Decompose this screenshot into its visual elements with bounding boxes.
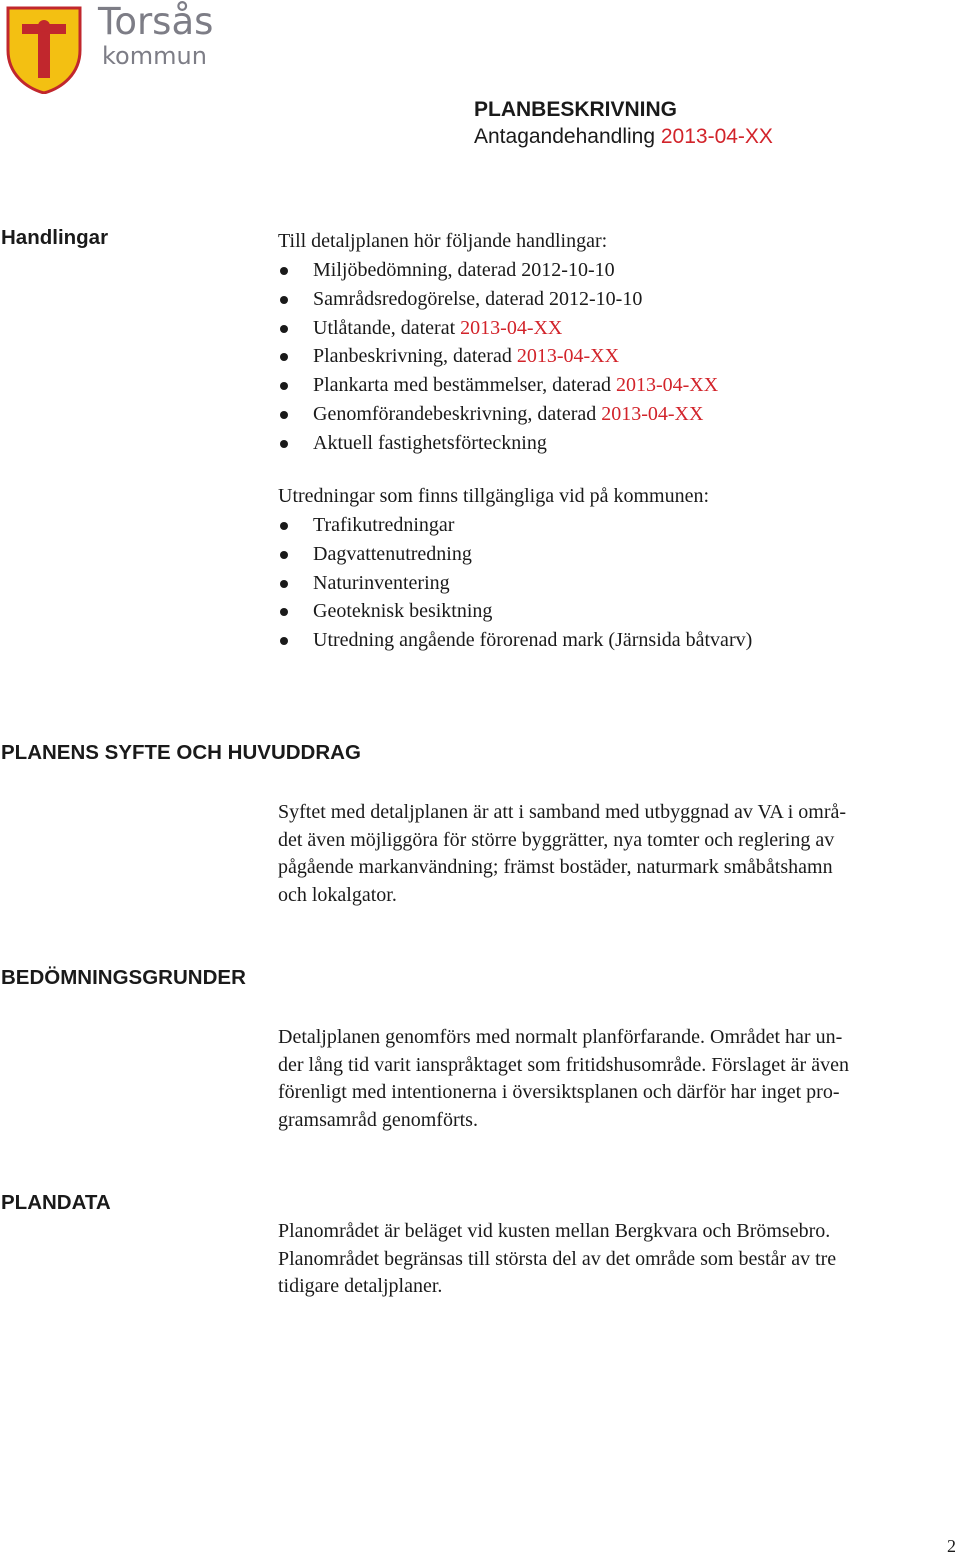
- subtitle-date: 2013-04-XX: [660, 125, 773, 148]
- handlingar-list: [278, 256, 718, 458]
- logo-subtitle: kommun: [102, 42, 207, 70]
- document-title: PLANBESKRIVNING: [474, 98, 678, 121]
- bedomning-paragraph: Detaljplanen genomförs med normalt planförfarande. Området har un- der lång tid varit ianspråktaget som fritidshusområde. Förslaget är även förenligt med intentionerna i översiktsplanen och därför har inget pro- gramsamråd genomförts.: [278, 1026, 849, 1131]
- list-item: Utredning angående förorenad mark (Järnsida båtvarv): [278, 626, 752, 655]
- coat-of-arms-icon: [6, 4, 82, 94]
- syfte-paragraph: Syftet med detaljplanen är att i samband med utbyggnad av VA i områ- det även möjliggöra för större byggrätter, nya tomter och reglering av pågående markanvändning; främst bostäder, naturmark småbåtshamn och lokalgator.: [278, 801, 847, 906]
- document-subtitle: [474, 125, 773, 149]
- list-item: Genomförandebeskrivning, daterad 2013-04-XX: [278, 400, 718, 429]
- list-item: Miljöbedömning, daterad 2012-10-10: [278, 256, 718, 285]
- utredningar-list: [278, 511, 752, 655]
- list-item: Dagvattenutredning: [278, 540, 752, 569]
- list-item: Utlåtande, daterat 2013-04-XX: [278, 314, 718, 343]
- list-item: Trafikutredningar: [278, 511, 752, 540]
- list-item: Planbeskrivning, daterad 2013-04-XX: [278, 342, 718, 371]
- page-number: 2: [947, 1536, 956, 1556]
- section-heading-plandata: PLANDATA: [1, 1191, 111, 1214]
- list-item: Samrådsredogörelse, daterad 2012-10-10: [278, 285, 718, 314]
- utredningar-intro: Utredningar som finns tillgängliga vid på kommunen:: [278, 485, 710, 507]
- section-heading-bedomning: BEDÖMNINGSGRUNDER: [1, 966, 246, 989]
- subtitle-prefix: Antagandehandling: [474, 125, 656, 148]
- plandata-paragraph: Planområdet är beläget vid kusten mellan Bergkvara och Brömsebro. Planområdet begränsas till största del av det område som består av tre tidigare detaljplaner.: [278, 1220, 837, 1297]
- list-item: Aktuell fastighetsförteckning: [278, 429, 718, 458]
- list-item: Geoteknisk besiktning: [278, 597, 752, 626]
- handlingar-intro: Till detaljplanen hör följande handlingar:: [278, 230, 608, 252]
- list-item: Plankarta med bestämmelser, daterad 2013-04-XX: [278, 371, 718, 400]
- section-heading-syfte: PLANENS SYFTE OCH HUVUDDRAG: [1, 741, 361, 764]
- list-item: Naturinventering: [278, 569, 752, 598]
- section-heading-handlingar: Handlingar: [1, 226, 109, 249]
- municipality-logo: [6, 0, 214, 96]
- logo-name: Torsås: [98, 0, 214, 43]
